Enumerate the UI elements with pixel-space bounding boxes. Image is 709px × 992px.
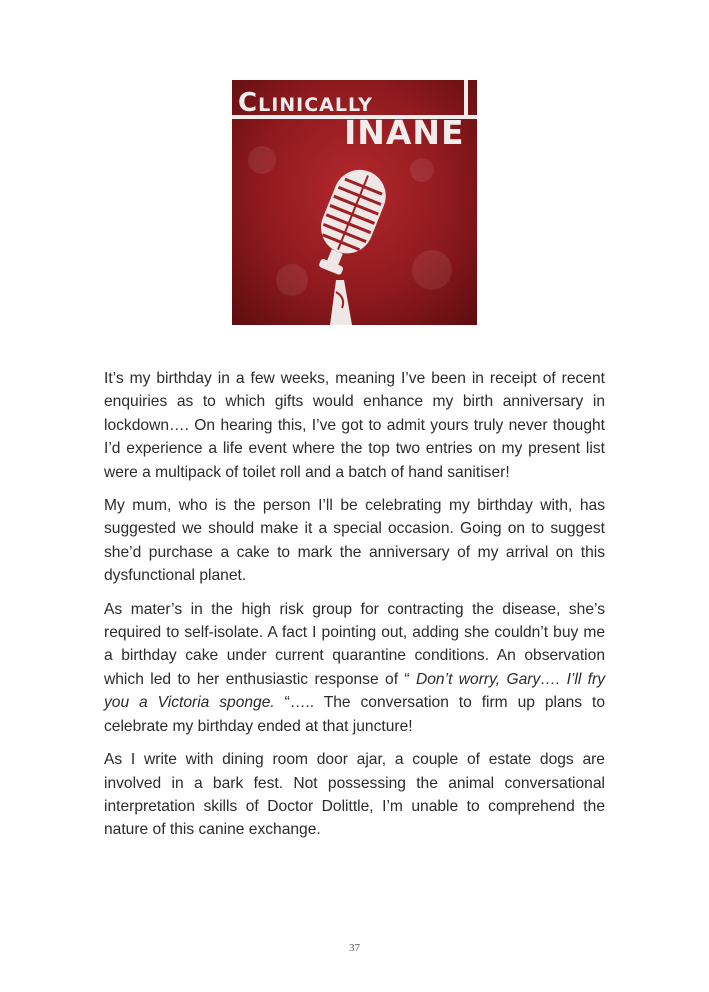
quoted-response: Don’t worry, Gary…. I’ll fry you a Victoria sponge.: [104, 670, 605, 712]
body-text: [104, 367, 605, 852]
page-number: 37: [349, 942, 360, 954]
cover-title-line1: CLINICALLY: [238, 88, 373, 118]
podcast-cover-image: [232, 80, 477, 325]
paragraph-1: It’s my birthday in a few weeks, meaning I’ve been in receipt of recent enquiries as to which gifts would enhance my birth anniversary in lockdown…. On hearing this, I’ve got to admit yours truly never thought I’d experience a life event where the top two entries on my present list were a multipack of toilet roll and a batch of hand sanitiser!: [104, 370, 605, 481]
paragraph-4: As I write with dining room door ajar, a couple of estate dogs are involved in a bark fest. Not possessing the animal conversational interpretation skills of Doctor Dolittle, I’m unable to comprehend the nature of this canine exchange.: [104, 751, 605, 839]
cover-title-line2: INANE: [344, 113, 465, 152]
paragraph-2: My mum, who is the person I’ll be celebrating my birthday with, has suggested we should make it a special occasion. Going on to suggest she’d purchase a cake to mark the anniversary of my arrival on this dysfunctional planet.: [104, 497, 605, 585]
paragraph-3: As mater’s in the high risk group for contracting the disease, she’s required to self-isolate. A fact I pointing out, adding she couldn’t buy me a birthday cake under current quarantine conditions. An observation which led to her enthusiastic response of “ Don’t worry, Gary…. I’ll fry you a Victoria sponge. “….. The conversation to firm up plans to celebrate my birthday ended at that juncture!: [104, 600, 605, 735]
